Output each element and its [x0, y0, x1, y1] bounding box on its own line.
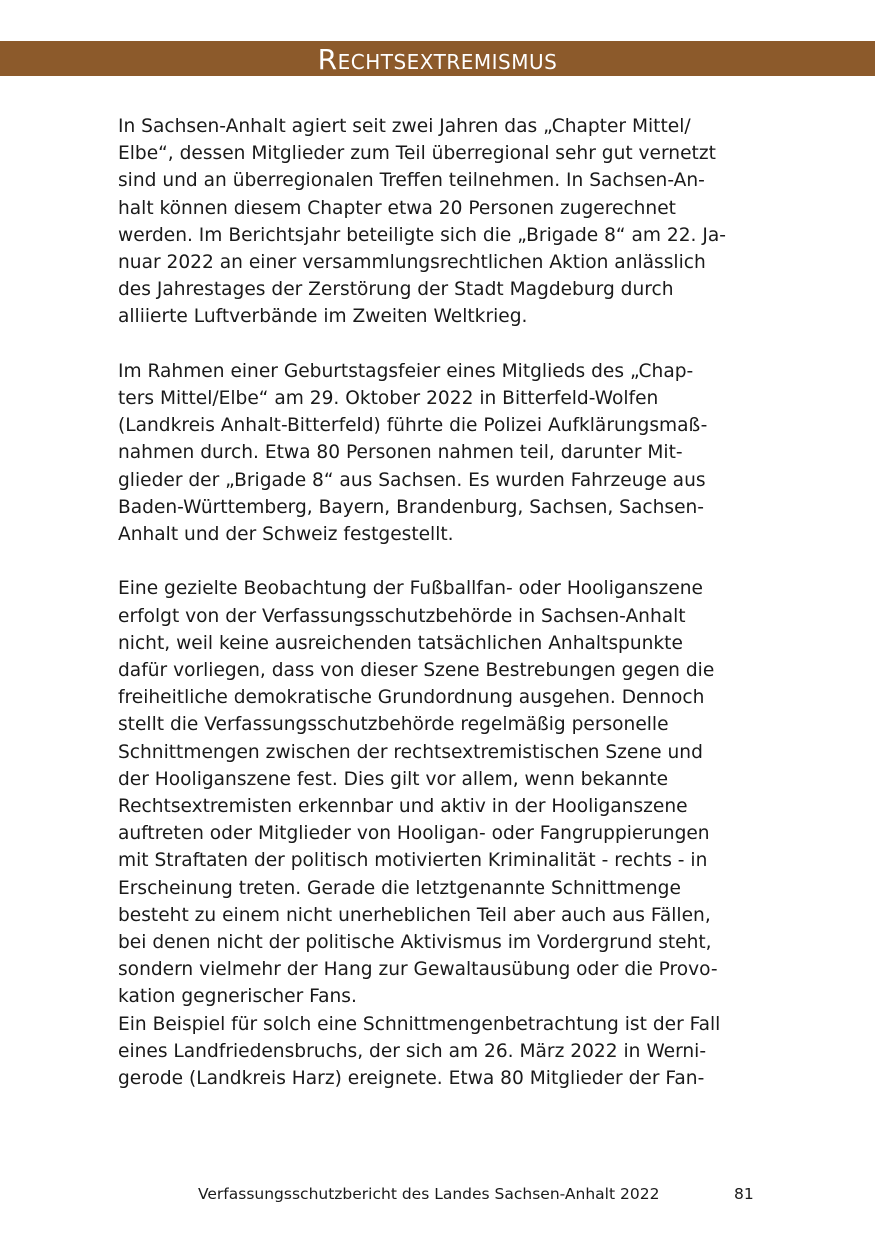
page-footer [0, 1181, 875, 1207]
text-line: In Sachsen-Anhalt agiert seit zwei Jahren das „Chapter Mittel/ [118, 116, 691, 137]
text-line: gerode (Landkreis Harz) ereignete. Etwa 80 Mitglieder der Fan- [118, 1068, 705, 1090]
paragraph-4 [118, 1011, 758, 1093]
paragraph-2 [118, 358, 758, 548]
text-line: eines Landfriedensbruchs, der sich am 26. März 2022 in Werni- [118, 1040, 707, 1062]
text-line: werden. Im Berichtsjahr beteiligte sich die „Brigade 8“ am 22. Ja- [118, 224, 726, 246]
text-line: mit Straftaten der politisch motivierten Kriminalität - rechts - in [118, 850, 708, 872]
text-line: Anhalt und der Schweiz festgestellt. [118, 524, 454, 546]
text-line: Eine gezielte Beobachtung der Fußballfan- oder Hooliganszene [118, 578, 703, 600]
section-title: Rechtsextremismus [317, 43, 558, 76]
text-line: glieder der „Brigade 8“ aus Sachsen. Es wurden Fahrzeuge aus [118, 469, 706, 491]
text-line: kation gegnerischer Fans. [118, 986, 357, 1008]
text-line: Schnittmengen zwischen der rechtsextremistischen Szene und [118, 741, 703, 763]
body-text [118, 113, 758, 1092]
text-line: Rechtsextremisten erkennbar und aktiv in der Hooliganszene [118, 796, 688, 818]
paragraph-1 [118, 113, 758, 331]
text-line: halt können diesem Chapter etwa 20 Personen zugerechnet [118, 197, 676, 219]
text-line: Baden-Württemberg, Bayern, Brandenburg, Sachsen, Sachsen- [118, 496, 705, 518]
paragraph-3 [118, 575, 758, 1010]
text-line: alliierte Luftverbände im Zweiten Weltkrieg. [118, 306, 528, 328]
text-line: freiheitliche demokratische Grundordnung ausgehen. Dennoch [118, 687, 705, 709]
text-line: nuar 2022 an einer versammlungsrechtlichen Aktion anlässlich [118, 252, 706, 274]
text-line: Elbe“, dessen Mitglieder zum Teil überregional sehr gut vernetzt [118, 143, 716, 165]
text-line: des Jahrestages der Zerstörung der Stadt Magdeburg durch [118, 279, 674, 301]
text-line: besteht zu einem nicht unerheblichen Teil aber auch aus Fällen, [118, 904, 711, 926]
section-header-bar [0, 41, 875, 76]
text-line: Im Rahmen einer Geburtstagsfeier eines Mitglieds des „Chap- [118, 360, 694, 382]
text-line: sondern vielmehr der Hang zur Gewaltausübung oder die Provo- [118, 959, 718, 981]
text-line: der Hooliganszene fest. Dies gilt vor allem, wenn bekannte [118, 768, 669, 790]
text-line: Ein Beispiel für solch eine Schnittmengenbetrachtung ist der Fall [118, 1013, 721, 1035]
text-line: auftreten oder Mitglieder von Hooligan- oder Fangruppierungen [118, 823, 710, 845]
text-line: bei denen nicht der politische Aktivismus im Vordergrund steht, [118, 932, 712, 954]
page-number: 81 [734, 1185, 754, 1203]
text-line: erfolgt von der Verfassungsschutzbehörde in Sachsen-Anhalt [118, 605, 686, 627]
text-line: nahmen durch. Etwa 80 Personen nahmen teil, darunter Mit- [118, 442, 683, 464]
text-line: (Landkreis Anhalt-Bitterfeld) führte die Polizei Aufklärungsmaß- [118, 415, 708, 437]
text-line: Erscheinung treten. Gerade die letztgenannte Schnittmenge [118, 877, 681, 899]
text-line: sind und an überregionalen Treffen teilnehmen. In Sachsen-An- [118, 170, 705, 192]
text-line: ters Mittel/Elbe“ am 29. Oktober 2022 in Bitterfeld-Wolfen [118, 388, 659, 410]
text-line: stellt die Verfassungsschutzbehörde regelmäßig personelle [118, 714, 669, 736]
text-line: dafür vorliegen, dass von dieser Szene Bestrebungen gegen die [118, 660, 715, 682]
footer-publication-title: Verfassungsschutzbericht des Landes Sachsen-Anhalt 2022 [198, 1185, 660, 1203]
text-line: nicht, weil keine ausreichenden tatsächlichen Anhaltspunkte [118, 632, 683, 654]
